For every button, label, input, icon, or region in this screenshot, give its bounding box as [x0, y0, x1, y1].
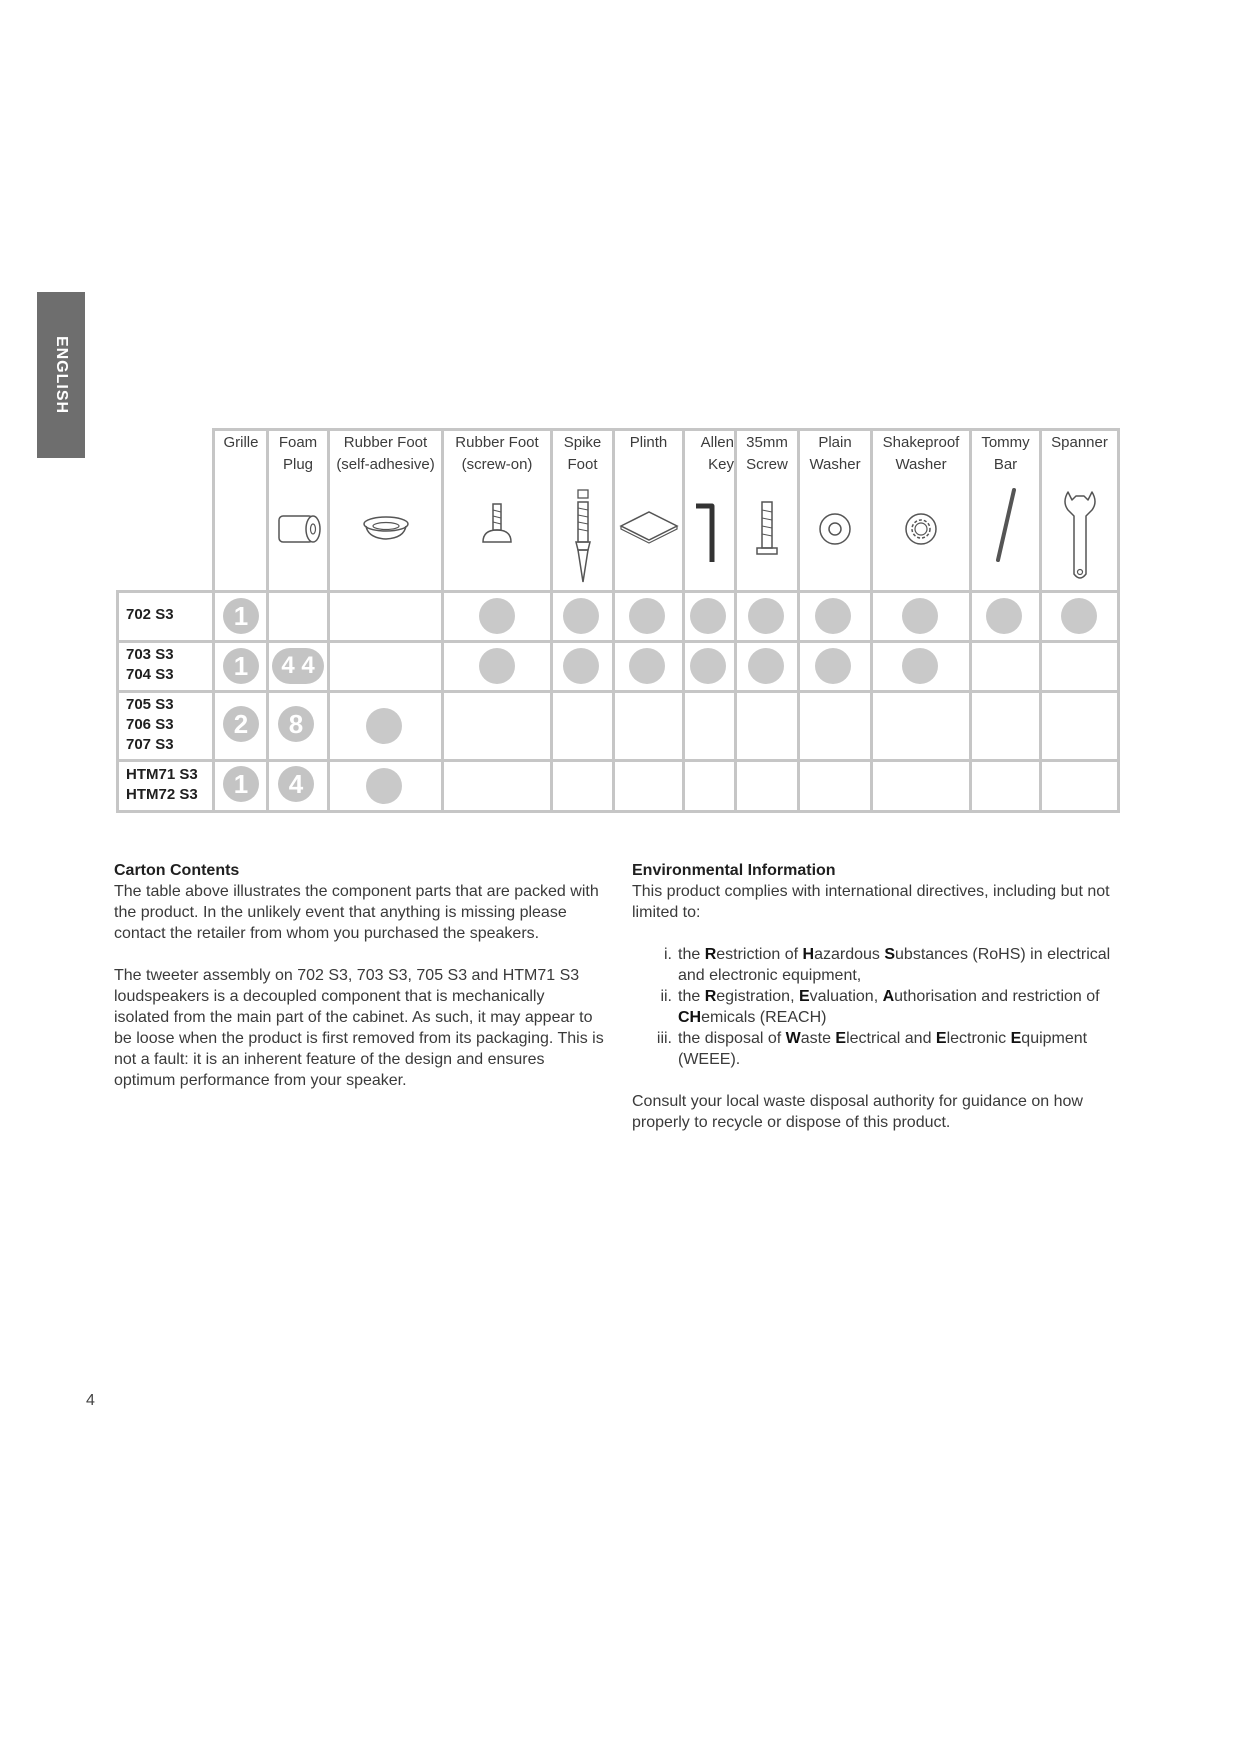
header-spanner: Spanner [1051, 434, 1108, 451]
directives-list [632, 944, 1122, 1070]
carton-contents-title: Carton Contents [114, 862, 240, 879]
included-dot [748, 648, 784, 684]
header-35mm-screw: 35mm Screw [746, 434, 788, 473]
directive-text: lectronic [946, 1030, 1011, 1047]
header-rubber-foot-self-adhesive: Rubber Foot (self-adhesive) [336, 434, 435, 473]
included-dot [479, 598, 515, 634]
header-plinth: Plinth [629, 434, 668, 451]
spanner-icon [1060, 488, 1100, 582]
directive-number: iii. [656, 1030, 672, 1047]
directive-initial: R [704, 946, 717, 963]
environmental-outro: Consult your local waste disposal authority for guidance on how properly to recycle or dispose of this product. [632, 1093, 1083, 1131]
directive-text: aste [800, 1030, 836, 1047]
rubber-foot-self-adhesive-icon [360, 486, 412, 566]
header-tommy-bar: Tommy Bar [981, 434, 1030, 473]
included-dot [366, 708, 402, 744]
table-col-divider [1039, 428, 1042, 813]
included-dot [815, 598, 851, 634]
directive-text: valuation, [809, 988, 883, 1005]
plain-washer-icon [817, 486, 853, 566]
included-dot [1061, 598, 1097, 634]
tweeter-paragraph: The tweeter assembly on 702 S3, 703 S3, 705 S3 and HTM71 S3 loudspeakers is a decoupled component that is mechanically isolated from the main part of the cabinet. As such, it may appear to be loose when the product is first removed from its packaging. This is not a fault: it is an inherent feature of the design and ensures optimum performance from your speaker. [114, 967, 604, 1089]
header-shakeproof-washer: Shakeproof Washer [882, 434, 960, 473]
directive-item [632, 944, 1122, 986]
included-dot [479, 648, 515, 684]
directive-initial: E [798, 988, 810, 1005]
allen-key-icon [690, 486, 724, 566]
quantity-badge: 1 [223, 766, 259, 802]
model-row-label: 703 S3 704 S3 [126, 646, 174, 683]
directive-initial: E [1010, 1030, 1022, 1047]
plinth-icon [618, 486, 680, 566]
foam-plug-icon [274, 486, 324, 566]
directive-text: emicals (REACH) [701, 1009, 827, 1026]
directive-text: the disposal of [678, 1030, 786, 1047]
table-right-border [1117, 428, 1120, 813]
language-tab [37, 292, 85, 458]
included-dot [563, 648, 599, 684]
directive-initial: R [704, 988, 717, 1005]
table-col-divider [969, 428, 972, 813]
directive-text: azardous [814, 946, 885, 963]
language-tab-label: ENGLISH [53, 335, 70, 415]
tommy-bar-icon [990, 486, 1020, 566]
model-row-label: 702 S3 [126, 606, 174, 623]
quantity-badge: 4 4 [272, 648, 324, 684]
carton-contents-paragraph: The table above illustrates the component parts that are packed with the product. In the unlikely event that anything is missing please contact the retailer from whom you purchased the speakers. [114, 883, 599, 942]
directive-text: estriction of [716, 946, 803, 963]
table-col-divider [441, 428, 444, 813]
directive-text: the [678, 988, 705, 1005]
header-spike-foot: Spike Foot [563, 434, 602, 473]
quantity-badge: 1 [223, 598, 259, 634]
quantity-badge: 8 [278, 706, 314, 742]
directive-initial: E [935, 1030, 947, 1047]
directive-text: ubstances (RoHS) in electrical and electronic equipment, [678, 946, 1111, 984]
shakeproof-washer-icon [903, 486, 939, 566]
directive-initial: W [785, 1030, 801, 1047]
included-dot [629, 648, 665, 684]
table-col-divider [682, 428, 685, 813]
environmental-section [632, 860, 1122, 1133]
included-dot [563, 598, 599, 634]
table-col-divider [266, 428, 269, 813]
included-dot [629, 598, 665, 634]
table-col-divider [212, 428, 215, 813]
carton-contents-section [114, 860, 604, 1091]
directive-text: lectrical and [846, 1030, 936, 1047]
table-col-divider [734, 428, 737, 813]
table-col-divider [797, 428, 800, 813]
table-left-border [116, 590, 119, 813]
rubber-foot-screw-on-icon [480, 486, 514, 566]
header-plain-washer: Plain Washer [809, 434, 861, 473]
table-top-border [213, 428, 1120, 431]
directive-initial: CH [678, 1009, 702, 1026]
directive-initial: S [884, 946, 896, 963]
quantity-badge: 2 [223, 706, 259, 742]
directive-number: ii. [660, 988, 672, 1005]
included-dot [902, 598, 938, 634]
directive-item [632, 1028, 1122, 1070]
quantity-badge: 1 [223, 648, 259, 684]
directive-item [632, 986, 1122, 1028]
directive-text: uthorisation and restriction of [894, 988, 1100, 1005]
table-col-divider [550, 428, 553, 813]
header-rubber-foot-screw-on: Rubber Foot (screw-on) [455, 434, 539, 473]
environmental-intro: This product complies with international directives, including but not limited to: [632, 883, 1110, 921]
included-dot [366, 768, 402, 804]
directive-text: quipment (WEEE). [678, 1030, 1088, 1068]
included-dot [748, 598, 784, 634]
included-dot [690, 598, 726, 634]
directive-number: i. [664, 946, 672, 963]
model-row-label: 705 S3 706 S3 707 S3 [126, 696, 174, 753]
directive-text: the [678, 946, 705, 963]
included-dot [815, 648, 851, 684]
environmental-title: Environmental Information [632, 862, 836, 879]
directive-text: egistration, [716, 988, 799, 1005]
page-number: 4 [86, 1392, 95, 1409]
screw-icon [752, 486, 782, 566]
model-row-label: HTM71 S3 HTM72 S3 [126, 766, 198, 803]
header-allen-key: Allen Key [700, 434, 734, 473]
included-dot [902, 648, 938, 684]
included-dot [986, 598, 1022, 634]
directive-initial: A [882, 988, 895, 1005]
table-col-divider [327, 428, 330, 813]
header-grille: Grille [223, 434, 259, 451]
header-foam-plug: Foam Plug [278, 434, 318, 473]
included-dot [690, 648, 726, 684]
quantity-badge: 4 [278, 766, 314, 802]
directive-initial: H [802, 946, 815, 963]
table-col-divider [612, 428, 615, 813]
spike-foot-icon [568, 488, 598, 584]
table-col-divider [870, 428, 873, 813]
directive-initial: E [835, 1030, 847, 1047]
